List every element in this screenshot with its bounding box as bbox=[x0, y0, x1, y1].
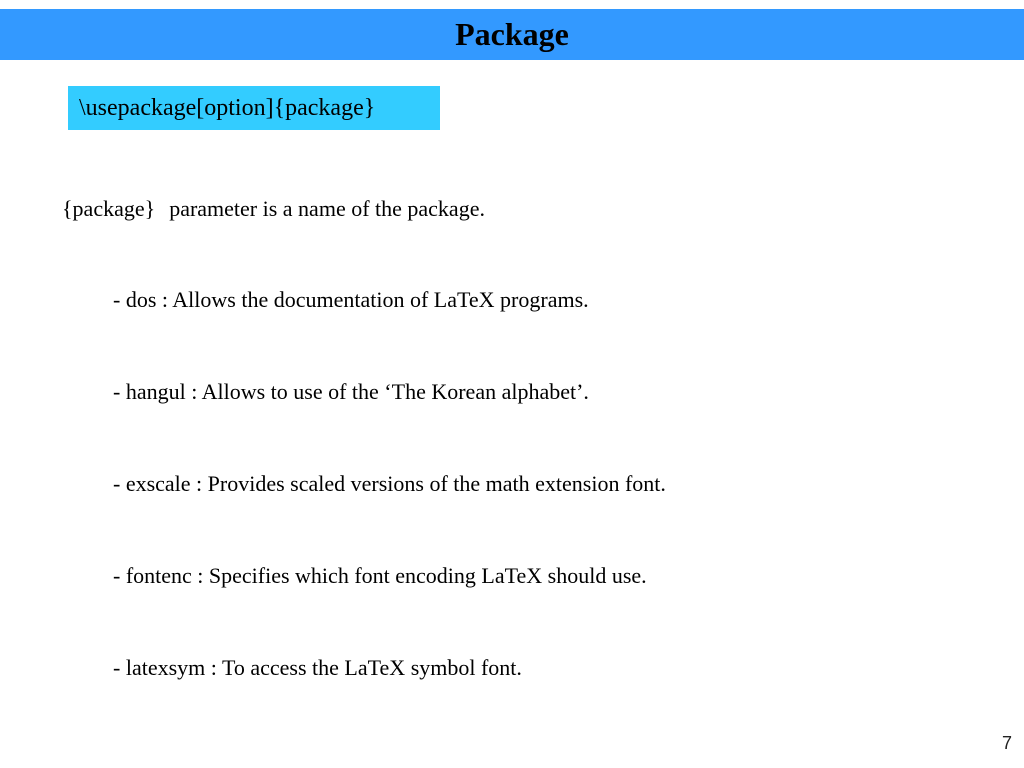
package-item-fontenc: - fontenc : Specifies which font encoding LaTeX should use. bbox=[113, 563, 647, 588]
parameter-term: {package} bbox=[62, 196, 156, 221]
slide-number: 7 bbox=[1001, 733, 1012, 753]
package-item-dos: - dos : Allows the documentation of LaTeX programs. bbox=[113, 287, 589, 312]
title-bar bbox=[0, 9, 1024, 60]
package-item-exscale: - exscale : Provides scaled versions of the math extension font. bbox=[113, 471, 666, 496]
parameter-text: parameter is a name of the package. bbox=[169, 196, 485, 221]
package-item-hangul: - hangul : Allows to use of the ‘The Korean alphabet’. bbox=[113, 379, 589, 404]
slide-title: Package bbox=[455, 16, 569, 52]
package-item-latexsym: - latexsym : To access the LaTeX symbol font. bbox=[113, 655, 522, 680]
parameter-description bbox=[62, 196, 485, 222]
usepackage-syntax-box: \usepackage[option]{package} bbox=[68, 86, 440, 130]
